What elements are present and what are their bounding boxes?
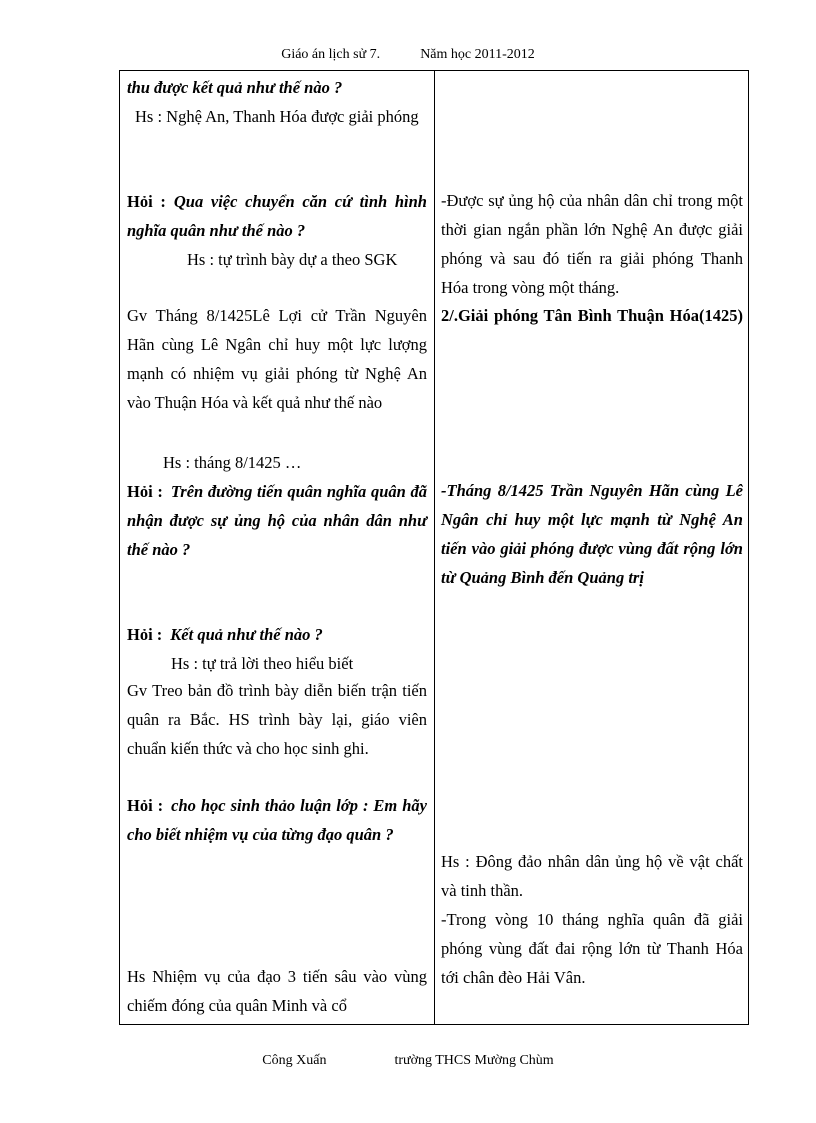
- footer-school: trường THCS Mường Chùm: [394, 1053, 554, 1068]
- page-footer: [0, 1053, 816, 1069]
- student-answer-1: Hs : Nghệ An, Thanh Hóa được giải phóng: [135, 107, 419, 126]
- question-continuation: thu được kết quả như thế nào ?: [127, 78, 343, 97]
- column-divider: [434, 71, 435, 1024]
- question-label: Hỏi :: [127, 192, 166, 211]
- question-1: [127, 187, 427, 245]
- header-school-year: Năm học 2011-2012: [420, 47, 535, 62]
- question-4: [127, 791, 427, 849]
- student-answer-2: Hs : tự trình bày dự a theo SGK: [187, 250, 398, 269]
- section-heading-2: 2/.Giải phóng Tân Bình Thuận Hóa(1425): [441, 306, 743, 325]
- header-subject: Giáo án lịch sử 7.: [281, 47, 381, 62]
- question-label: Hỏi :: [127, 625, 163, 644]
- footer-author: Công Xuấn: [262, 1053, 327, 1068]
- page-header: [0, 47, 816, 63]
- question-text: cho học sinh thảo luận lớp : Em hãy cho biết nhiệm vụ của từng đạo quân ?: [127, 796, 427, 844]
- question-text: Qua việc chuyển căn cứ tình hình nghĩa quân như thế nào ?: [127, 192, 427, 240]
- question-label: Hỏi :: [127, 796, 164, 815]
- question-label: Hỏi :: [127, 482, 163, 501]
- student-answer-4: Hs : tự trả lời theo hiểu biết: [171, 654, 354, 673]
- content-point-3: -Trong vòng 10 tháng nghĩa quân đã giải phóng vùng đất đai rộng lớn từ Thanh Hóa tới chân đèo Hải Vân.: [441, 910, 743, 987]
- question-text: Kết quả như thế nào ?: [170, 625, 323, 644]
- lesson-table: [119, 70, 749, 1025]
- question-2: [127, 477, 427, 564]
- teacher-note-2: Gv Treo bản đồ trình bày diễn biến trận tiến quân ra Bắc. HS trình bày lại, giáo viên chuẩn kiến thức và cho học sinh ghi.: [127, 681, 427, 758]
- content-point-1: -Được sự ủng hộ của nhân dân chỉ trong một thời gian ngắn phần lớn Nghệ An được giải phóng và sau đó tiến ra giải phóng Thanh Hóa trong vòng một tháng.: [441, 191, 743, 297]
- content-point-2: -Tháng 8/1425 Trần Nguyên Hãn cùng Lê Ngân chỉ huy một lực mạnh từ Nghệ An tiến vào giải phóng được vùng đất rộng lớn từ Quảng Bình đến Quảng trị: [441, 481, 743, 587]
- student-answer-5: Hs Nhiệm vụ của đạo 3 tiến sâu vào vùng chiếm đóng của quân Minh và cổ: [127, 967, 427, 1015]
- question-text: Trên đường tiến quân nghĩa quân đã nhận được sự ủng hộ của nhân dân như thế nào ?: [127, 482, 427, 559]
- student-answer-support: Hs : Đông đảo nhân dân ủng hộ về vật chất và tinh thần.: [441, 852, 743, 900]
- question-3: [127, 620, 427, 649]
- student-answer-3: Hs : tháng 8/1425 …: [163, 453, 302, 472]
- teacher-note-1: Gv Tháng 8/1425Lê Lợi cử Trần Nguyên Hãn cùng Lê Ngân chỉ huy một lực lượng mạnh có nhiệm vụ giải phóng từ Nghệ An vào Thuận Hóa và kết quả như thế nào: [127, 306, 427, 412]
